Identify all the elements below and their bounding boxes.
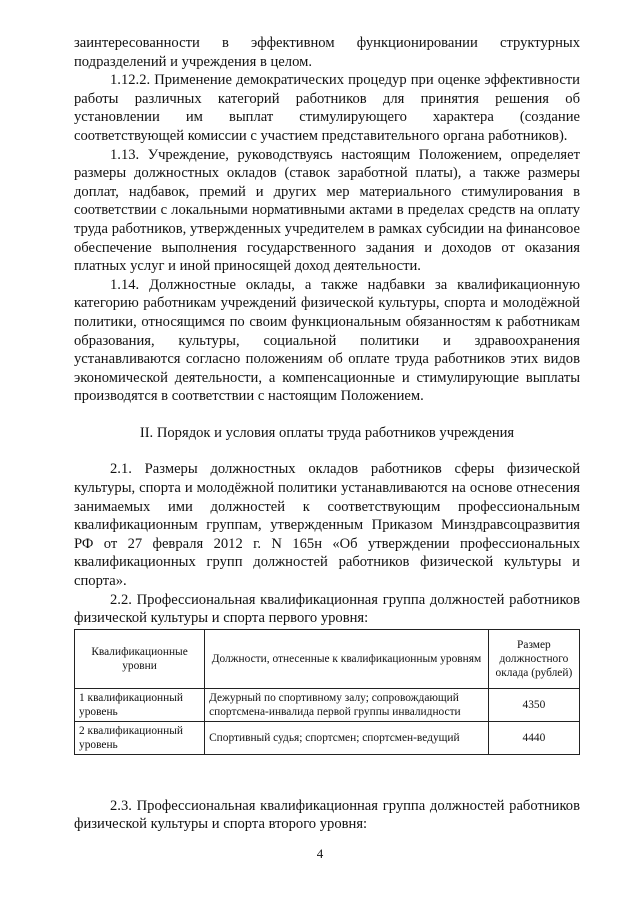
page-number: 4 — [316, 846, 324, 861]
paragraph-2-1: 2.1. Размеры должностных окладов работников сферы физической культуры, спорта и молодёжной политики устанавливаются на основе отнесения занимаемых ими должностей к соответствующим профессиональным квалификационным группам, утвержденным Приказом Минздравсоцразвития РФ от 27 февраля 2012 г. N 165н «Об утверждении профессиональных квалификационных групп должностей работников физической культуры и спорта». — [74, 461, 580, 590]
section-heading: II. Порядок и условия оплаты труда работников учреждения — [139, 424, 515, 441]
row-salary: 4350 — [488, 688, 579, 721]
paragraph-1-12-2: 1.12.2. Применение демократических процедур при оценке эффективности работы различных категорий работников для принятия решения об установлении им выплат стимулирующего характера (создание соответствующей комиссии с участием представительного органа работников). — [74, 72, 580, 144]
paragraph-1-13: 1.13. Учреждение, руководствуясь настоящим Положением, определяет размеры должностных окладов (ставок заработной платы), а также размеры доплат, надбавок, премий и других мер материального стимулирования в соответствии с локальными нормативными актами в пределах средств на оплату труда работников, утвержденных учредителем в рамках субсидии на финансовое обеспечение выполнения государственного задания и доходов от оказания платных услуг и иной приносящей доход деятельности. — [74, 146, 580, 275]
row-positions: Спортивный судья; спортсмен; спортсмен-ведущий — [205, 721, 489, 754]
paragraph-continuation: заинтересованности в эффективном функционировании структурных подразделений и учреждения в целом. — [74, 35, 580, 70]
row-positions: Дежурный по спортивному залу; сопровождающий спортсмена-инвалида первой группы инвалидности — [205, 688, 489, 721]
document-page — [74, 34, 580, 834]
table-header-row — [75, 629, 580, 688]
paragraph-2-2: 2.2. Профессиональная квалификационная группа должностей работников физической культуры и спорта первого уровня: — [74, 591, 580, 627]
row-level: 1 квалификационный уровень — [75, 688, 205, 721]
paragraph-1-14: 1.14. Должностные оклады, а также надбавки за квалификационную категорию работникам учреждений физической культуры, спорта и молодёжной политики, относящимся по своим функциональным обязанностям к работникам образования, культуры, социальной политики и здравоохранения устанавливаются согласно положениям об оплате труда работников этих видов экономической деятельности, а компенсационные и стимулирующие выплаты производятся в соответствии с настоящим Положением. — [74, 276, 580, 405]
table-row — [75, 721, 580, 754]
header-salary: Размер должностного оклада (рублей) — [488, 629, 579, 688]
row-salary: 4440 — [488, 721, 579, 754]
qualification-table — [74, 629, 580, 755]
header-positions: Должности, отнесенные к квалификационным уровням — [205, 629, 489, 688]
header-level: Квалификационные уровни — [75, 629, 205, 688]
row-level: 2 квалификационный уровень — [75, 721, 205, 754]
table-row — [75, 688, 580, 721]
paragraph-2-3: 2.3. Профессиональная квалификационная группа должностей работников физической культуры и спорта второго уровня: — [74, 797, 580, 833]
